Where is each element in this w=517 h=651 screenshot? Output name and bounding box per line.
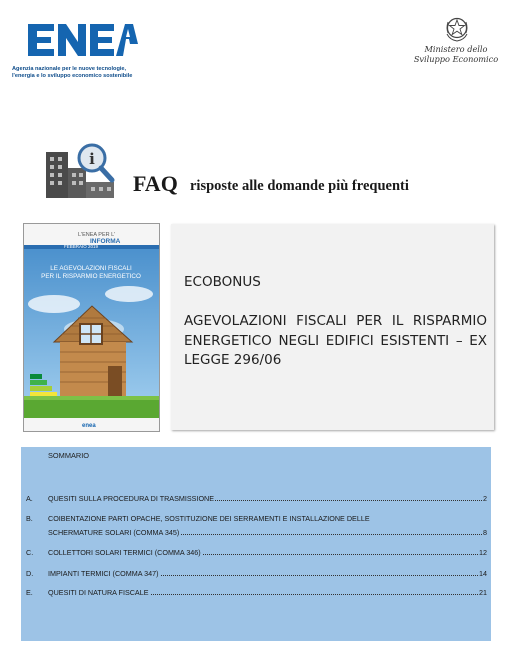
toc-item-letter: D.	[26, 569, 34, 578]
toc-item-letter: E.	[26, 588, 33, 597]
ministry-line-1: Ministero dello	[424, 44, 488, 54]
toc-item-page: 2	[483, 494, 487, 503]
toc-item-label: COLLETTORI SOLARI TERMICI (COMMA 346)	[48, 548, 201, 557]
ministry-line-2: Sviluppo Economico	[413, 54, 499, 64]
faq-subtitle: risposte alle domande più frequenti	[190, 178, 409, 194]
toc-item[interactable]	[21, 493, 491, 504]
summary-title: SOMMARIO	[48, 451, 90, 460]
toc-item-first-line[interactable]	[21, 513, 491, 524]
buildings-search-icon	[44, 140, 118, 200]
toc-item-label-line-1: COIBENTAZIONE PARTI OPACHE, SOSTITUZIONE DEI SERRAMENTI E INSTALLAZIONE DELLE	[48, 514, 370, 523]
toc-item-letter: A.	[26, 494, 33, 503]
toc-item[interactable]	[21, 587, 491, 598]
cover-date: FEBBRAIO 2019	[64, 244, 99, 249]
toc-item-letter: C.	[26, 548, 34, 557]
enea-wordmark	[24, 20, 139, 60]
title-box	[171, 224, 494, 430]
svg-text:i: i	[89, 150, 95, 168]
faq-title: FAQ	[133, 171, 178, 196]
cover-footer-brand: enea	[82, 423, 96, 429]
cover-series: L'ENEA PER L'	[78, 232, 116, 238]
toc-item[interactable]	[21, 568, 491, 579]
italian-republic-emblem-icon	[444, 14, 470, 42]
enea-logo	[8, 14, 140, 92]
toc-item-letter: B.	[26, 514, 33, 523]
toc-item[interactable]	[21, 547, 491, 558]
toc-item[interactable]	[21, 527, 491, 538]
ecobonus-label: ECOBONUS	[184, 274, 261, 290]
cover-series-brand: INFORMA	[90, 238, 121, 245]
toc-item-page: 21	[479, 588, 487, 597]
enea-tagline: Agenzia nazionale per le nuove tecnologie, l'energia e lo sviluppo economico sostenibile	[12, 66, 133, 79]
table-of-contents	[21, 447, 491, 641]
toc-item-page: 14	[479, 569, 487, 578]
toc-item-label: IMPIANTI TERMICI (COMMA 347)	[48, 569, 159, 578]
toc-item-label: QUESITI SULLA PROCEDURA DI TRASMISSIONE	[48, 494, 215, 503]
cover-heading-line-1: LE AGEVOLAZIONI FISCALI	[50, 265, 132, 272]
ministry-logo	[408, 14, 504, 76]
cover-heading-line-2: PER IL RISPARMIO ENERGETICO	[41, 273, 141, 280]
toc-item-label: SCHERMATURE SOLARI (COMMA 345)	[48, 528, 180, 537]
guide-cover-image	[23, 223, 160, 432]
toc-item-page: 8	[483, 528, 487, 537]
document-description: AGEVOLAZIONI FISCALI PER IL RISPARMIO ENERGETICO NEGLI EDIFICI ESISTENTI – EX LEGGE 296/06	[184, 313, 487, 368]
toc-item-page: 12	[479, 548, 487, 557]
ministry-name	[408, 44, 504, 64]
toc-item-label: QUESITI DI NATURA FISCALE	[48, 588, 149, 597]
